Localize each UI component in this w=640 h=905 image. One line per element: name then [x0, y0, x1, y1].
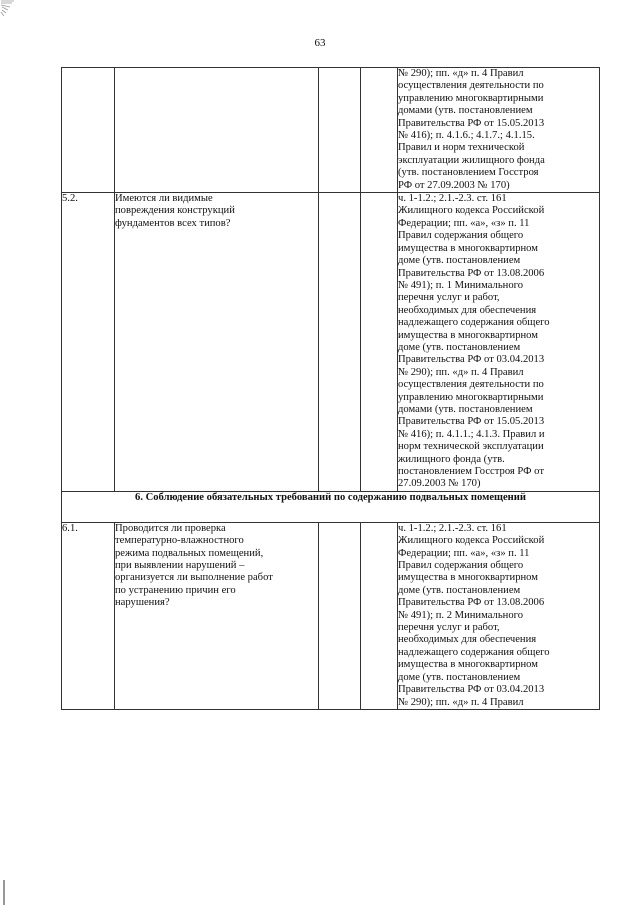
page-number: 63 — [314, 37, 326, 49]
scan-edge-mark — [3, 880, 5, 905]
answer-yes-cell — [319, 193, 361, 492]
section-title: 6. Соблюдение обязательных требований по содержанию подвальных помещений — [62, 491, 600, 522]
legal-basis: ч. 1-1.2.; 2.1.-2.3. ст. 161 Жилищного кодекса Российской Федерации; пп. «а», «з» п. 11 Правил содержания общего имущества в многоквартирном доме (утв. постановлением Правительства РФ от 13.08.2006 № 491); п. 1 Минимального перечня услуг и работ, необходимых для обеспечения надлежащего содержания общего имущества в многоквартирном доме (утв. постановлением Правительства РФ от 03.04.2013 № 290); пп. «д» п. 4 Правил осуществления деятельности по управлению многоквартирными домами (утв. постановлением Правительства РФ от 15.05.2013 № 416); п. 4.1.1.; 4.1.3. Правил и норм технической эксплуатации жилищного фонда (утв. постановлением Госстроя РФ от 27.09.2003 № 170) — [398, 193, 600, 492]
item-question: Проводится ли проверка температурно-влажностного режима подвальных помещений, при выявлении нарушений – организуется ли выполнение работ по устранению причин его нарушения? — [115, 522, 319, 709]
item-question: Имеются ли видимые повреждения конструкций фундаментов всех типов? — [115, 193, 319, 492]
answer-no-cell — [361, 68, 398, 193]
answer-no-cell — [361, 522, 398, 709]
section-row — [62, 491, 600, 522]
item-number — [62, 68, 115, 193]
item-question — [115, 68, 319, 193]
answer-yes-cell — [319, 68, 361, 193]
requirements-table — [61, 67, 600, 710]
item-number: 6.1. — [62, 522, 115, 709]
table-row — [62, 68, 600, 193]
scan-corner-mark — [0, 0, 16, 18]
answer-yes-cell — [319, 522, 361, 709]
table-row — [62, 522, 600, 709]
legal-basis: № 290); пп. «д» п. 4 Правил осуществления деятельности по управлению многоквартирными домами (утв. постановлением Правительства РФ от 15.05.2013 № 416); п. 4.1.6.; 4.1.7.; 4.1.15. Правил и норм технической эксплуатации жилищного фонда (утв. постановлением Госстроя РФ от 27.09.2003 № 170) — [398, 68, 600, 193]
legal-basis: ч. 1-1.2.; 2.1.-2.3. ст. 161 Жилищного кодекса Российской Федерации; пп. «а», «з» п. 11 Правил содержания общего имущества в многоквартирном доме (утв. постановлением Правительства РФ от 13.08.2006 № 491); п. 2 Минимального перечня услуг и работ, необходимых для обеспечения надлежащего содержания общего имущества в многоквартирном доме (утв. постановлением Правительства РФ от 03.04.2013 № 290); пп. «д» п. 4 Правил — [398, 522, 600, 709]
table-row — [62, 193, 600, 492]
item-number: 5.2. — [62, 193, 115, 492]
answer-no-cell — [361, 193, 398, 492]
